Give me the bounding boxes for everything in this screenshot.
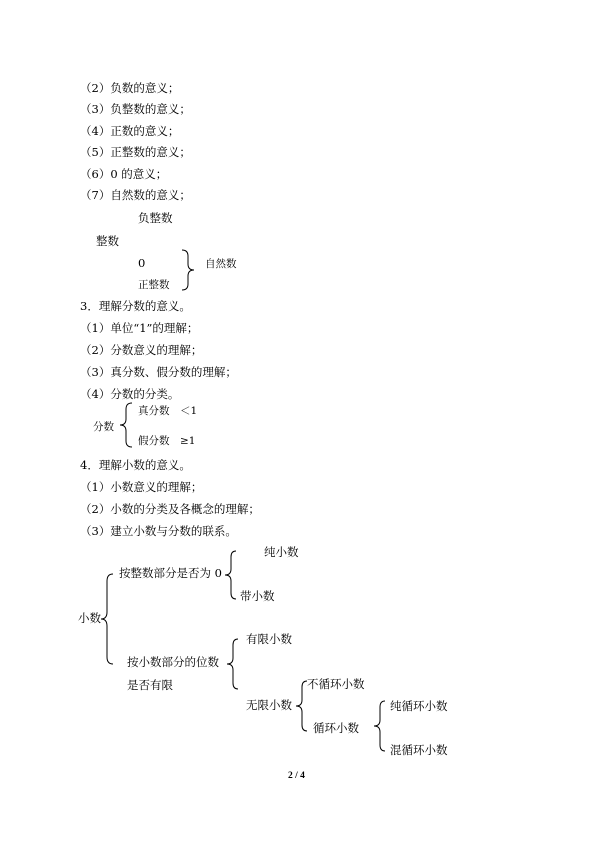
list-item-decimal-classes: （2）小数的分类及各概念的理解； — [80, 502, 260, 516]
by-decimal-digits-label: 按小数部分的位数 — [127, 655, 219, 669]
section-4-title: 4．理解小数的意义。 — [80, 458, 191, 472]
list-item-fraction-classes: （4）分数的分类。 — [80, 387, 180, 401]
list-item-unit-one: （1）单位“1”的理解； — [80, 321, 199, 335]
left-brace-icon — [226, 638, 240, 690]
list-item-decimal-meaning: （1）小数意义的理解； — [80, 480, 203, 494]
non-recurring-decimal-label: 不循环小数 — [307, 677, 365, 691]
decimal-label: 小数 — [78, 611, 101, 625]
page-number: 2 / 4 — [288, 771, 305, 781]
section-3-title: 3．理解分数的意义。 — [80, 299, 191, 313]
left-brace-icon — [118, 402, 134, 448]
right-brace-icon — [180, 249, 198, 291]
finite-decimal-label: 有限小数 — [246, 632, 292, 646]
recurring-decimal-label: 循环小数 — [313, 721, 359, 735]
left-brace-icon — [99, 573, 115, 665]
list-item-negative-integer-meaning: （3）负整数的意义； — [80, 102, 191, 116]
fraction-label: 分数 — [93, 421, 114, 433]
left-brace-icon — [373, 700, 387, 752]
integer-label: 整数 — [96, 234, 119, 248]
zero-label: 0 — [138, 256, 146, 270]
mixed-recurring-decimal-label: 混循环小数 — [390, 743, 448, 757]
left-brace-icon — [224, 550, 238, 600]
natural-number-label: 自然数 — [205, 258, 237, 270]
list-item-negative-meaning: （2）负数的意义； — [80, 81, 180, 95]
proper-fraction-label: 真分数 — [138, 405, 170, 417]
finite-or-not-label: 是否有限 — [127, 678, 173, 692]
mixed-decimal-label: 带小数 — [240, 589, 275, 603]
list-item-zero-meaning: （6）0 的意义； — [80, 167, 168, 181]
by-integer-part-label: 按整数部分是否为 0 — [119, 566, 222, 580]
list-item-fraction-meaning: （2）分数意义的理解； — [80, 343, 203, 357]
negative-integer-label: 负整数 — [138, 211, 173, 225]
improper-fraction-relation: ≥1 — [180, 435, 196, 447]
positive-integer-label: 正整数 — [138, 279, 170, 291]
infinite-decimal-label: 无限小数 — [246, 698, 292, 712]
proper-fraction-relation: ＜1 — [180, 405, 198, 417]
list-item-positive-integer-meaning: （5）正整数的意义； — [80, 145, 191, 159]
pure-decimal-label: 纯小数 — [264, 545, 299, 559]
list-item-positive-meaning: （4）正数的意义； — [80, 124, 180, 138]
improper-fraction-label: 假分数 — [138, 435, 170, 447]
pure-recurring-decimal-label: 纯循环小数 — [390, 699, 448, 713]
list-item-decimal-fraction-link: （3）建立小数与分数的联系。 — [80, 524, 237, 538]
list-item-natural-meaning: （7）自然数的意义； — [80, 188, 191, 202]
list-item-proper-improper: （3）真分数、假分数的理解； — [80, 365, 237, 379]
